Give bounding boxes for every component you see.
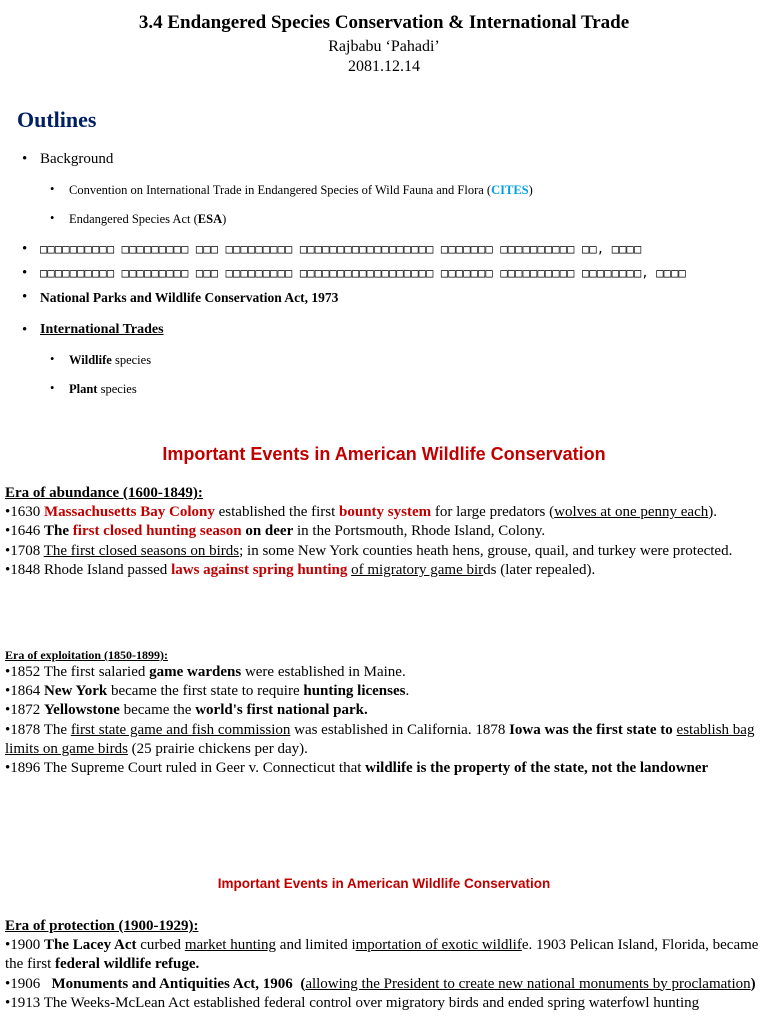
author: Rajbabu ‘Pahadi’ bbox=[328, 38, 440, 55]
e1878-end: (25 prairie chickens per day). bbox=[127, 740, 308, 757]
outline-item-npwc: National Parks and Wildlife Conservation Act, 1973 bbox=[40, 290, 339, 305]
e1864-end: . bbox=[405, 683, 410, 700]
bullet-icon: • bbox=[22, 322, 28, 338]
e1900-text3: e. 1903 Pelican Island, Florida, became the first bbox=[5, 937, 759, 973]
e1864-licenses: hunting licenses bbox=[303, 683, 406, 700]
e1900-refuge: federal wildlife refuge. bbox=[55, 956, 200, 973]
esa-suffix: ) bbox=[222, 212, 227, 226]
event-1913: •1913 The Weeks-McLean Act established federal control over migratory birds and ended spring waterfowl hunting bbox=[5, 994, 700, 1011]
e1630-bounty: bounty system bbox=[339, 504, 432, 521]
e1878-year: •1878 The bbox=[5, 721, 71, 738]
outline-item-garbled-1: □□□□□□□□□□ □□□□□□□□□ □□□ □□□□□□□□□ □□□□□□□□□□□□□□□□□□ □□□□□□□ □□□□□□□□□□ □□, □□□□ bbox=[40, 242, 642, 256]
event-1906 bbox=[5, 975, 765, 994]
e1896-bold: wildlife is the property of the state, not the landowner bbox=[365, 760, 709, 777]
wildlife-bold: Wildlife bbox=[69, 353, 112, 367]
plant-bold: Plant bbox=[69, 382, 98, 396]
e1646-text: in the Portsmouth, Rhode Island, Colony. bbox=[293, 523, 546, 540]
e1878-bag-limits: establish bag limits on game birds bbox=[5, 721, 755, 757]
outline-item-cites bbox=[69, 182, 533, 198]
e1852-text: •1852 The first salaried bbox=[5, 664, 150, 680]
outline-item-esa bbox=[69, 211, 226, 227]
outline-item-plant bbox=[69, 381, 137, 397]
e1848-end: ds (later repealed). bbox=[483, 561, 596, 578]
e1878-commission: first state game and fish commission bbox=[70, 721, 291, 738]
event-1630 bbox=[5, 503, 765, 522]
e1848-migratory: of migratory game bir bbox=[351, 561, 484, 578]
e1708-year: •1708 bbox=[5, 542, 44, 559]
e1646-the: The bbox=[44, 523, 73, 540]
event-1646 bbox=[5, 522, 765, 541]
e1630-wolves: wolves at one penny each bbox=[554, 504, 709, 521]
era-abundance: Era of abundance (1600-1849): bbox=[5, 485, 203, 501]
section2-title: Important Events in American Wildlife Conservation bbox=[217, 876, 551, 891]
event-1864 bbox=[5, 682, 765, 701]
cites-prefix: Convention on International Trade in Endangered Species of Wild Fauna and Flora ( bbox=[69, 183, 492, 197]
e1708-seasons: The first closed seasons on birds bbox=[43, 542, 240, 559]
e1900-text2: and limited i bbox=[276, 937, 356, 954]
wildlife-rest: species bbox=[111, 353, 152, 367]
e1852-end: were established in Maine. bbox=[241, 664, 406, 680]
e1900-market: market hunting bbox=[184, 937, 277, 954]
e1906-end: ) bbox=[750, 975, 756, 992]
bullet-icon: • bbox=[22, 289, 28, 305]
section1-body-2 bbox=[5, 663, 765, 778]
e1872-yellowstone: Yellowstone bbox=[44, 702, 120, 719]
event-1852 bbox=[5, 663, 765, 682]
outline-item-intl: International Trades bbox=[40, 322, 164, 337]
e1900-lacey: The Lacey Act bbox=[44, 937, 137, 954]
e1630-text2: for large predators ( bbox=[431, 504, 555, 521]
e1906-year: •1906 bbox=[5, 975, 52, 992]
outline-item-wildlife bbox=[69, 352, 151, 368]
e1630-year: •1630 bbox=[5, 504, 45, 521]
event-1848 bbox=[5, 561, 765, 580]
event-1878 bbox=[5, 721, 765, 759]
e1872-park: world's first national park. bbox=[195, 702, 368, 719]
e1646-deer: on deer bbox=[241, 523, 294, 540]
e1906-proclamation: allowing the President to create new national monuments by proclamation bbox=[305, 975, 751, 992]
e1900-text: curbed bbox=[136, 937, 185, 954]
cites-abbrev: CITES bbox=[491, 183, 529, 197]
e1878-iowa: Iowa was the first state to bbox=[509, 721, 677, 738]
event-1896 bbox=[5, 759, 765, 778]
bullet-icon: • bbox=[50, 182, 55, 196]
e1900-exotic: mportation of exotic wildlif bbox=[355, 937, 522, 954]
bullet-icon: • bbox=[22, 265, 28, 281]
e1646-season: first closed hunting season bbox=[72, 523, 242, 540]
outline-item-garbled-2: □□□□□□□□□□ □□□□□□□□□ □□□ □□□□□□□□□ □□□□□□□□□□□□□□□□□□ □□□□□□□ □□□□□□□□□□ □□□□□□□□, □□□□ bbox=[40, 266, 686, 280]
esa-abbrev: ESA bbox=[197, 212, 223, 226]
e1646-year: •1646 bbox=[5, 523, 45, 540]
era-exploitation: Era of exploitation (1850-1899): bbox=[5, 648, 168, 662]
e1864-text: became the first state to require bbox=[107, 683, 304, 700]
document-title: 3.4 Endangered Species Conservation & International Trade bbox=[138, 12, 630, 33]
section1-body bbox=[5, 484, 765, 580]
section2-body bbox=[5, 917, 765, 1013]
e1872-text: became the bbox=[119, 702, 196, 719]
e1864-year: •1864 bbox=[5, 683, 45, 700]
e1864-ny: New York bbox=[44, 683, 108, 700]
e1900-year: •1900 bbox=[5, 937, 45, 954]
bullet-icon: • bbox=[22, 241, 28, 257]
outlines-heading: Outlines bbox=[17, 107, 97, 132]
event-1872 bbox=[5, 701, 765, 720]
e1896-text: •1896 The Supreme Court ruled in Geer v. Connecticut that bbox=[5, 760, 366, 777]
e1852-wardens: game wardens bbox=[149, 664, 242, 680]
e1630-colony: Massachusetts Bay Colony bbox=[44, 504, 215, 521]
e1630-end: ). bbox=[708, 504, 717, 521]
event-1708 bbox=[5, 542, 765, 561]
esa-prefix: Endangered Species Act ( bbox=[69, 212, 198, 226]
event-1900 bbox=[5, 936, 765, 974]
bullet-icon: • bbox=[50, 352, 55, 366]
e1906-act: Monuments and Antiquities Act, 1906 bbox=[51, 975, 293, 992]
e1708-text: ; in some New York counties heath hens, grouse, quail, and turkey were protected. bbox=[239, 542, 733, 559]
bullet-icon: • bbox=[50, 381, 55, 395]
bullet-icon: • bbox=[50, 211, 55, 225]
bullet-icon: • bbox=[22, 151, 28, 167]
e1872-year: •1872 bbox=[5, 702, 45, 719]
plant-rest: species bbox=[97, 382, 137, 396]
era-protection: Era of protection (1900-1929): bbox=[5, 918, 199, 934]
e1878-text: was established in California. 1878 bbox=[290, 721, 510, 738]
date: 2081.12.14 bbox=[348, 58, 420, 75]
e1848-year: •1848 Rhode Island passed bbox=[5, 561, 172, 578]
e1906-paren: ( bbox=[292, 975, 306, 992]
section1-title: Important Events in American Wildlife Conservation bbox=[162, 444, 606, 464]
outline-item-background: Background bbox=[40, 151, 114, 167]
cites-suffix: ) bbox=[528, 183, 533, 197]
e1848-laws: laws against spring hunting bbox=[171, 561, 348, 578]
e1630-text: established the first bbox=[214, 504, 340, 521]
